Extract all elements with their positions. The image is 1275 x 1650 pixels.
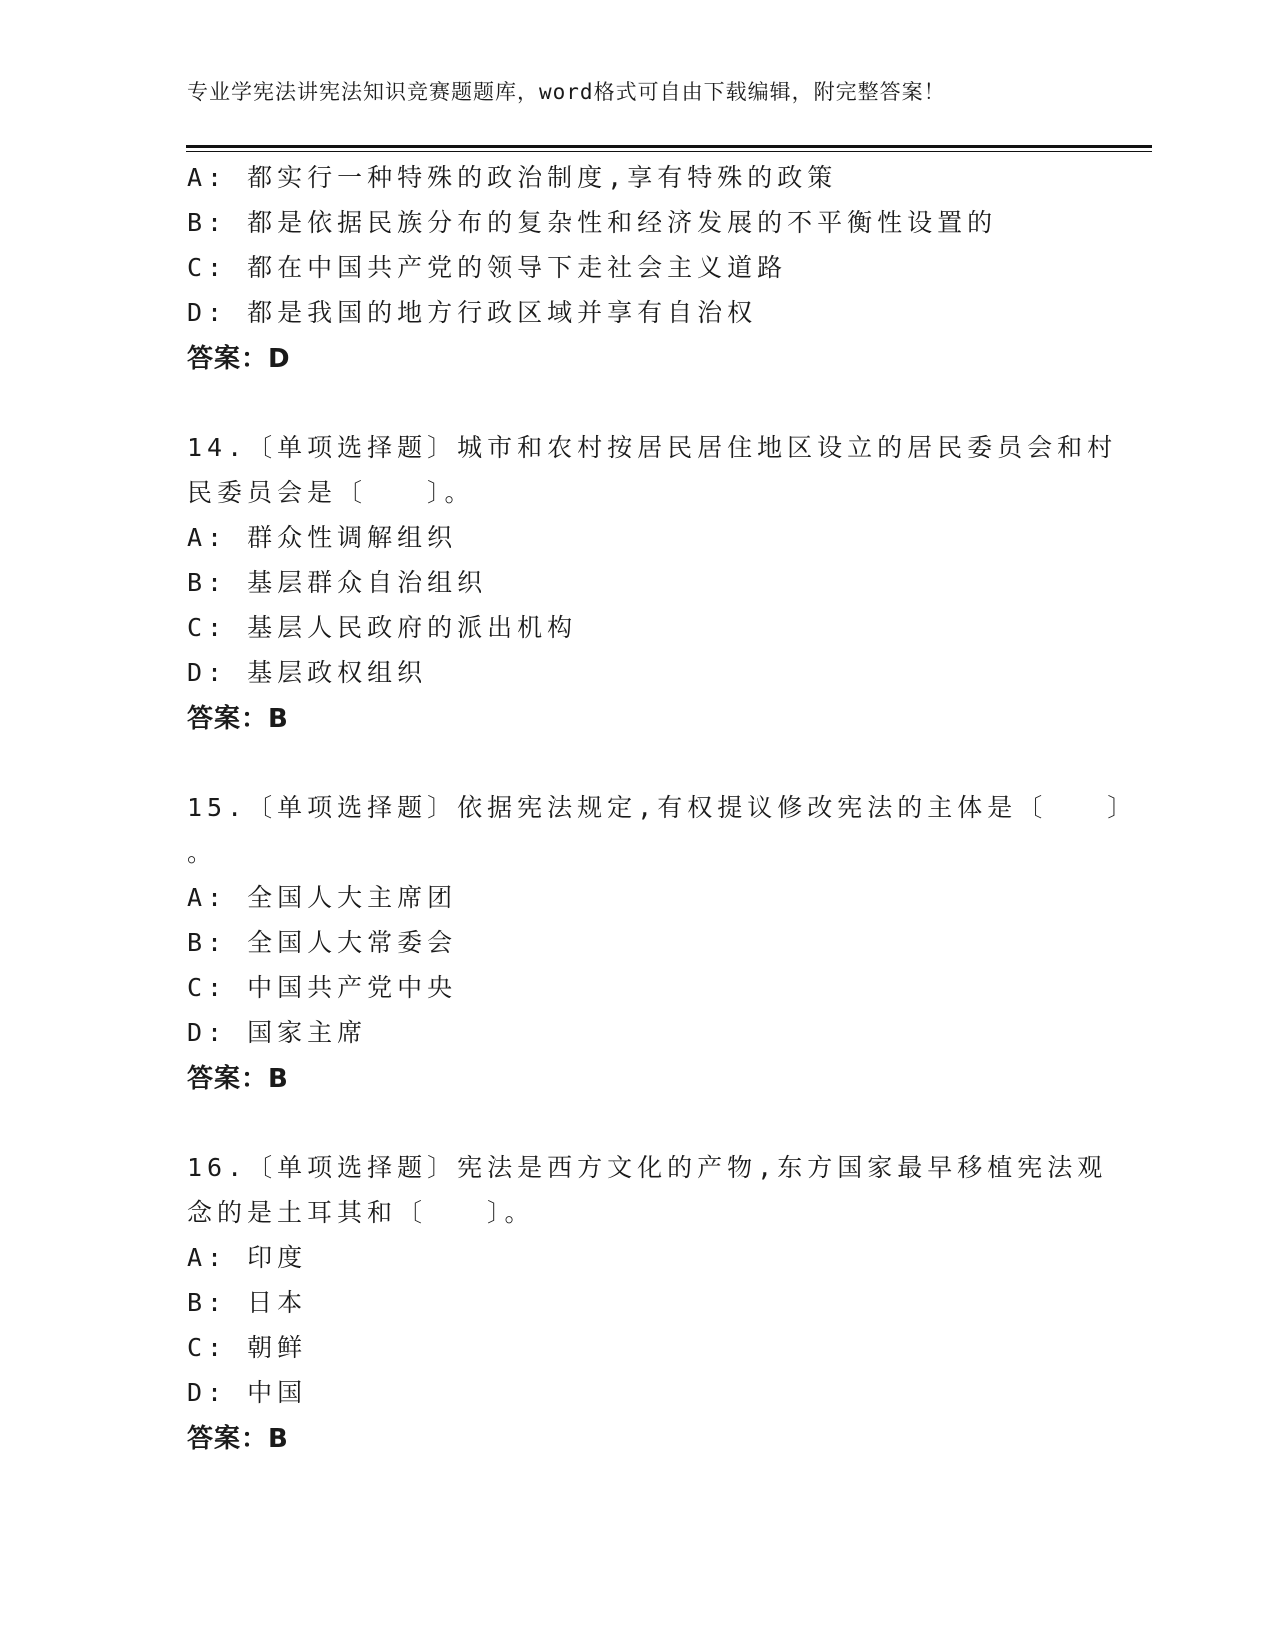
- header-rule-thick: [186, 145, 1152, 148]
- q15-option-c: C: 中国共产党中央: [187, 973, 458, 1002]
- q16-question-line2: 念的是土耳其和〔 〕。: [187, 1198, 535, 1227]
- q14-question-line2: 民委员会是〔 〕。: [187, 478, 475, 507]
- q16-option-c: C: 朝鲜: [187, 1333, 308, 1362]
- q14-option-d: D: 基层政权组织: [187, 658, 428, 687]
- q13-answer: 答案：D: [187, 344, 291, 374]
- q14-option-b: B: 基层群众自治组织: [187, 568, 488, 597]
- q15-answer: 答案：B: [187, 1064, 289, 1094]
- q15-option-a: A: 全国人大主席团: [187, 883, 458, 912]
- q13-option-b: B: 都是依据民族分布的复杂性和经济发展的不平衡性设置的: [187, 208, 998, 237]
- page-header: 专业学宪法讲宪法知识竞赛题题库，word格式可自由下载编辑，附完整答案！: [187, 80, 946, 104]
- q15-question-line1: 15.〔单项选择题〕依据宪法规定,有权提议修改宪法的主体是〔 〕: [187, 793, 1138, 822]
- q14-question-line1: 14.〔单项选择题〕城市和农村按居民居住地区设立的居民委员会和村: [187, 433, 1118, 462]
- q13-option-a: A: 都实行一种特殊的政治制度,享有特殊的政策: [187, 163, 838, 192]
- q14-option-a: A: 群众性调解组织: [187, 523, 458, 552]
- q15-option-d: D: 国家主席: [187, 1018, 368, 1047]
- q14-option-c: C: 基层人民政府的派出机构: [187, 613, 578, 642]
- q16-option-a: A: 印度: [187, 1243, 308, 1272]
- q16-answer: 答案：B: [187, 1424, 289, 1454]
- header-rule-thin: [186, 151, 1152, 152]
- q13-option-c: C: 都在中国共产党的领导下走社会主义道路: [187, 253, 788, 282]
- q15-option-b: B: 全国人大常委会: [187, 928, 458, 957]
- q16-option-d: D: 中国: [187, 1378, 308, 1407]
- q15-question-line2: 。: [187, 838, 218, 867]
- q13-option-d: D: 都是我国的地方行政区域并享有自治权: [187, 298, 758, 327]
- q14-answer: 答案：B: [187, 704, 289, 734]
- q16-option-b: B: 日本: [187, 1288, 308, 1317]
- q16-question-line1: 16.〔单项选择题〕宪法是西方文化的产物,东方国家最早移植宪法观: [187, 1153, 1108, 1182]
